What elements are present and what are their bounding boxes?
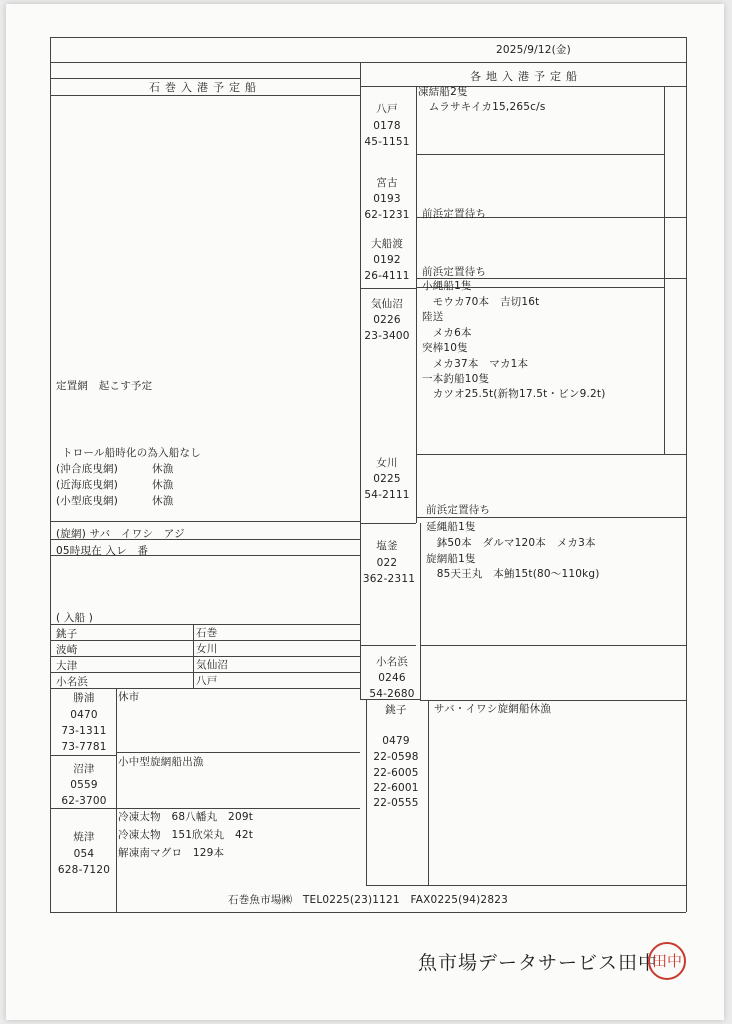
- port-tel: 23-3400: [364, 330, 410, 342]
- port-info: 前浜定置待ち: [426, 504, 491, 516]
- table-rule: [664, 86, 665, 454]
- port-name: 大船渡: [370, 238, 404, 250]
- table-rule: [50, 624, 360, 625]
- nyusen-cell: 女川: [196, 643, 218, 655]
- port-name: 銚子: [385, 704, 407, 716]
- port-tel: 54-2680: [369, 688, 415, 700]
- nyusen-cell: 小名浜: [56, 676, 89, 688]
- port-code: 0225: [373, 473, 401, 485]
- port-name: 焼津: [73, 831, 95, 843]
- left-column-header: 石巻入港予定船: [149, 81, 261, 94]
- hanko-stamp: 田中: [648, 942, 686, 980]
- port-info: 冷凍太物 68八幡丸 209t: [118, 811, 254, 823]
- port-code: 0178: [373, 120, 401, 132]
- table-rule: [50, 62, 686, 63]
- trawl-row-value: 休漁: [152, 495, 174, 507]
- port-name: 塩釜: [376, 540, 398, 552]
- port-info: 休市: [118, 691, 140, 703]
- footer-contact: 石巻魚市場㈱ TEL0225(23)1121 FAX0225(94)2823: [228, 894, 508, 906]
- port-tel: 22-0555: [373, 797, 419, 809]
- port-name: 八戸: [376, 103, 398, 115]
- nyusen-cell: 波崎: [56, 644, 78, 656]
- senmo-time-note: 05時現在 入レ 番: [56, 545, 149, 557]
- port-info: モウカ70本 吉切16t: [422, 296, 540, 308]
- port-code: 0246: [378, 672, 406, 684]
- port-code: 0193: [373, 193, 401, 205]
- port-code: 0479: [382, 735, 410, 747]
- port-name: 気仙沼: [370, 298, 404, 310]
- port-name: 小名浜: [375, 656, 409, 668]
- table-rule: [360, 86, 686, 87]
- nyusen-cell: 大津: [56, 660, 78, 672]
- table-rule: [686, 37, 687, 912]
- port-tel: 62-1231: [364, 209, 410, 221]
- trawl-row-value: 休漁: [152, 479, 174, 491]
- port-tel: 362-2311: [362, 573, 416, 585]
- table-rule: [50, 672, 360, 673]
- table-rule: [50, 37, 51, 912]
- port-info: 前浜定置待ち: [422, 266, 487, 278]
- port-code: 0226: [373, 314, 401, 326]
- port-info: 陸送: [422, 311, 444, 323]
- port-code: 0559: [70, 779, 98, 791]
- port-tel: 22-6001: [373, 782, 419, 794]
- table-rule: [50, 688, 360, 689]
- table-rule: [50, 640, 360, 641]
- port-code: 022: [376, 557, 398, 569]
- table-rule: [50, 95, 360, 96]
- port-name: 勝浦: [73, 692, 95, 704]
- port-tel: 26-4111: [364, 270, 410, 282]
- port-info: 解凍南マグロ 129本: [118, 847, 225, 859]
- table-rule: [360, 62, 361, 700]
- port-code: 0192: [373, 254, 401, 266]
- table-rule: [50, 755, 116, 756]
- port-tel: 45-1151: [364, 136, 410, 148]
- table-rule: [50, 912, 686, 913]
- table-rule: [50, 808, 360, 809]
- table-rule: [366, 885, 686, 886]
- nyusen-title: ( 入船 ): [56, 612, 94, 624]
- nyusen-cell: 気仙沼: [196, 659, 229, 671]
- port-tel: 22-0598: [373, 751, 419, 763]
- port-tel: 62-3700: [61, 795, 107, 807]
- port-info: 凍結船2隻: [418, 86, 468, 98]
- table-rule: [50, 37, 686, 38]
- table-rule: [50, 521, 360, 522]
- nyusen-cell: 石巻: [196, 627, 218, 639]
- port-name: 女川: [376, 457, 398, 469]
- port-info: メカ6本: [422, 327, 472, 339]
- port-tel: 628-7120: [57, 864, 111, 876]
- right-column-header: 各地入港予定船: [470, 70, 582, 83]
- nyusen-cell: 銚子: [56, 628, 78, 640]
- port-info: 85天王丸 本鮪15t(80～110kg): [426, 568, 600, 580]
- port-info: ムラサキイカ15,265c/s: [418, 101, 546, 113]
- port-info: 小中型旋網船出漁: [118, 756, 204, 768]
- port-info: カツオ25.5t(新物17.5t・ビン9.2t): [422, 388, 606, 400]
- trawl-row-label: (小型底曳網): [56, 495, 119, 507]
- port-name: 沼津: [73, 763, 95, 775]
- senmo-note: (旋網) サバ イワシ アジ: [56, 528, 185, 540]
- table-rule: [116, 752, 360, 753]
- nyusen-cell: 八戸: [196, 675, 218, 687]
- port-info: メカ37本 マカ1本: [422, 358, 529, 370]
- port-info: 鉢50本 ダルマ120本 メカ3本: [426, 537, 596, 549]
- table-rule: [360, 645, 416, 646]
- report-date: 2025/9/12(金): [496, 44, 571, 56]
- port-info: 一本釣船10隻: [422, 373, 490, 385]
- table-rule: [420, 645, 686, 646]
- trawl-row-label: (近海底曳網): [56, 479, 119, 491]
- port-code: 054: [73, 848, 95, 860]
- table-rule: [416, 154, 664, 155]
- port-info: サバ・イワシ旋網船休漁: [434, 703, 552, 715]
- port-tel: 54-2111: [364, 489, 410, 501]
- table-rule: [360, 523, 416, 524]
- port-name: 宮古: [376, 177, 398, 189]
- table-rule: [416, 517, 686, 518]
- port-tel: 73-1311: [61, 725, 107, 737]
- table-rule: [50, 78, 360, 79]
- port-info: 前浜定置待ち: [422, 208, 487, 220]
- table-rule: [50, 656, 360, 657]
- port-info: 延縄船1隻: [426, 521, 476, 533]
- port-info: 冷凍太物 151欣栄丸 42t: [118, 829, 254, 841]
- trawl-row-label: (沖合底曳網): [56, 463, 119, 475]
- port-info: 旋網船1隻: [426, 553, 476, 565]
- table-rule: [360, 288, 416, 289]
- teichi-note: 定置網 起こす予定: [56, 380, 153, 392]
- table-rule: [416, 454, 686, 455]
- trawl-note: トロール船時化の為入船なし: [62, 447, 201, 459]
- signature: 魚市場データサービス田中: [418, 952, 659, 974]
- port-tel: 22-6005: [373, 767, 419, 779]
- table-rule: [420, 700, 686, 701]
- table-rule: [193, 624, 194, 688]
- trawl-row-value: 休漁: [152, 463, 174, 475]
- port-info: 突棒10隻: [422, 342, 468, 354]
- table-rule: [416, 86, 417, 523]
- port-tel: 73-7781: [61, 741, 107, 753]
- table-rule: [116, 688, 117, 912]
- port-info: 小縄船1隻: [422, 280, 472, 292]
- port-code: 0470: [70, 709, 98, 721]
- table-rule: [428, 700, 429, 885]
